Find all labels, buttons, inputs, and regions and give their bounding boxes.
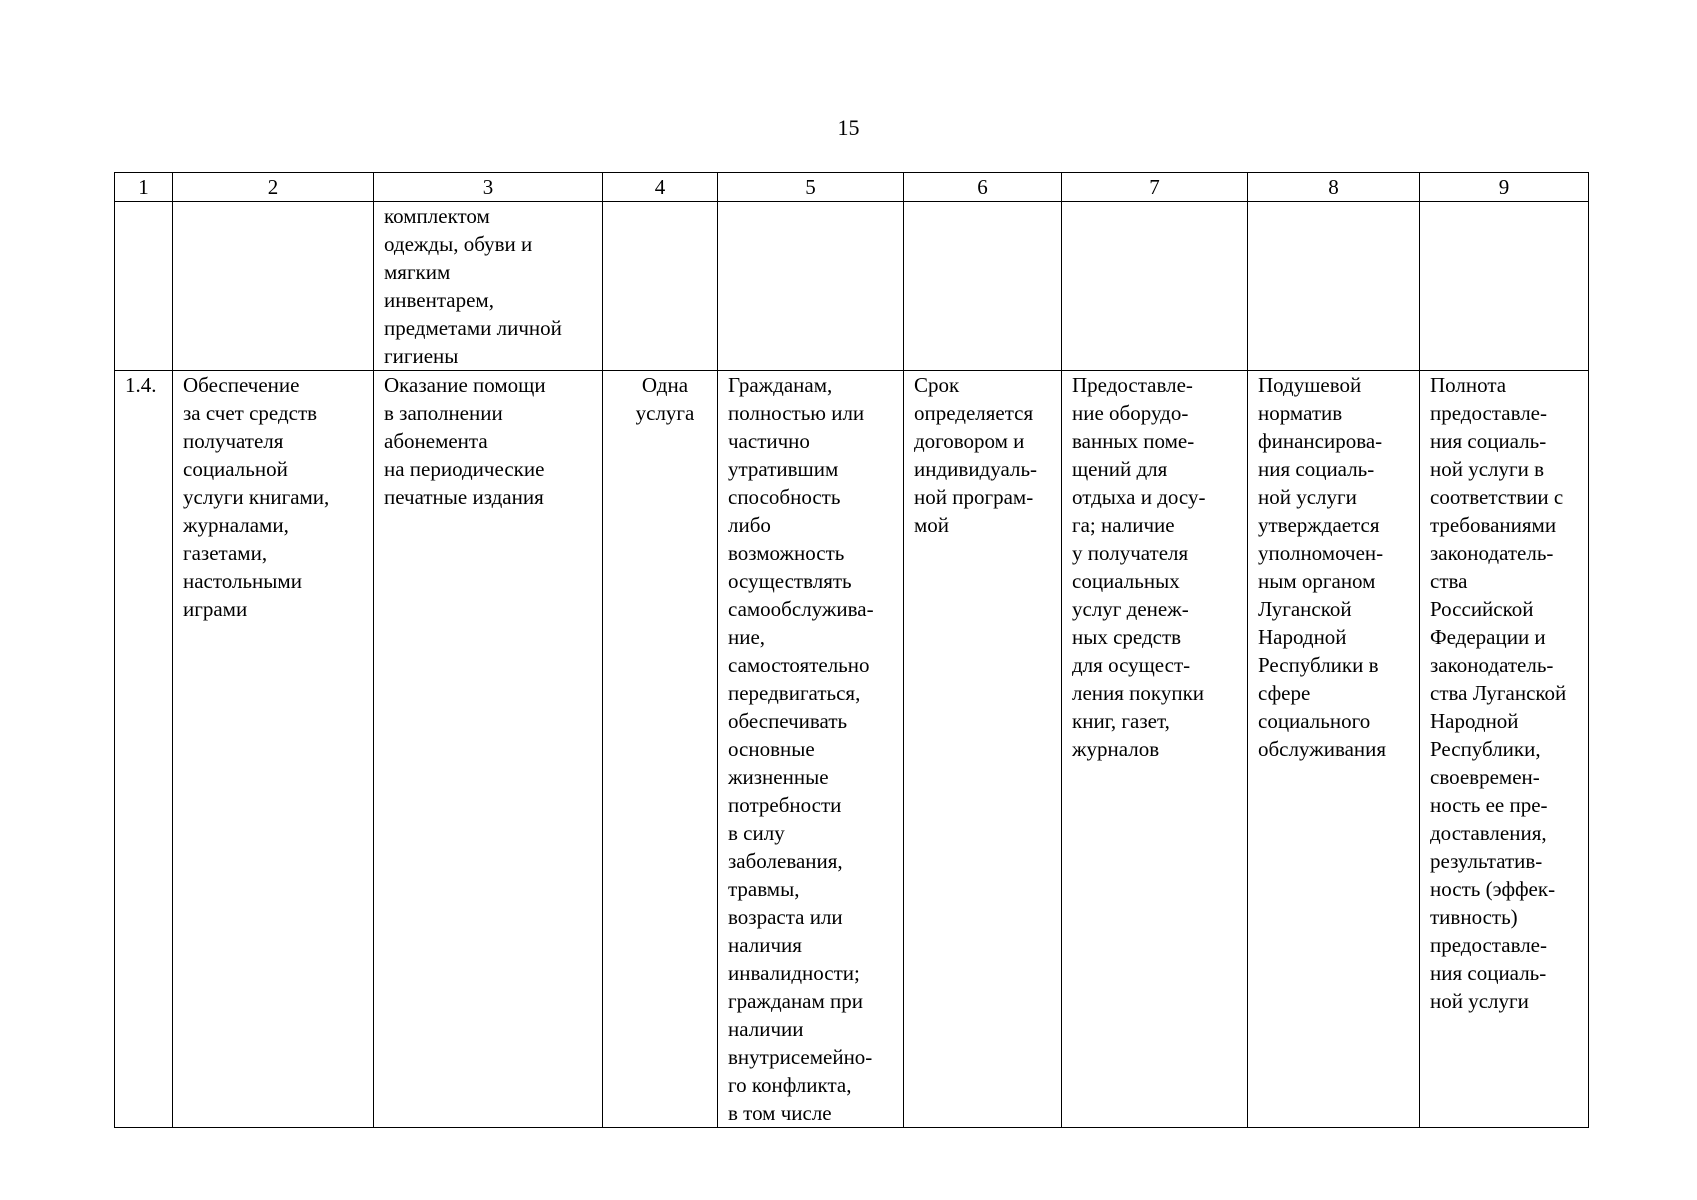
cell-quality: Полнота предоставле- ния социаль- ной услуги в соответствии с требованиями законодатель- ства Российской Федерации и законодатель- ства Луганской Народной Республики, своевремен- ность ее пре- доставления, результатив- ность (эффек- тивность) предоставле- ния социаль- ной услуги bbox=[1420, 371, 1589, 1128]
cell-conditions bbox=[1062, 202, 1248, 371]
column-header-2: 2 bbox=[173, 173, 374, 202]
cell-volume: Одна услуга bbox=[603, 371, 718, 1128]
cell-service-name bbox=[173, 202, 374, 371]
column-header-1: 1 bbox=[115, 173, 173, 202]
column-header-6: 6 bbox=[904, 173, 1062, 202]
column-header-7: 7 bbox=[1062, 173, 1248, 202]
cell-financing: Подушевой норматив финансирова- ния социаль- ной услуги утверждается уполномочен- ным органом Луганской Народной Республики в сфере социального обслуживания bbox=[1248, 371, 1420, 1128]
header-row bbox=[115, 173, 1589, 202]
services-table bbox=[114, 172, 1589, 1128]
cell-financing bbox=[1248, 202, 1420, 371]
column-header-8: 8 bbox=[1248, 173, 1420, 202]
column-header-3: 3 bbox=[374, 173, 603, 202]
column-header-9: 9 bbox=[1420, 173, 1589, 202]
table-row-continuation bbox=[115, 202, 1589, 371]
cell-service-content: Оказание помощи в заполнении абонемента на периодические печатные издания bbox=[374, 371, 603, 1128]
cell-service-content: комплектом одежды, обуви и мягким инвентарем, предметами личной гигиены bbox=[374, 202, 603, 371]
cell-recipients bbox=[718, 202, 904, 371]
cell-conditions: Предоставле- ние оборудо- ванных поме- щений для отдыха и досу- га; наличие у получателя социальных услуг денеж- ных средств для осущест- ления покупки книг, газет, журналов bbox=[1062, 371, 1248, 1128]
cell-number bbox=[115, 202, 173, 371]
cell-volume bbox=[603, 202, 718, 371]
page-number: 15 bbox=[837, 115, 860, 140]
cell-service-name: Обеспечение за счет средств получателя социальной услуги книгами, журналами, газетами, настольными играми bbox=[173, 371, 374, 1128]
column-header-4: 4 bbox=[603, 173, 718, 202]
column-header-5: 5 bbox=[718, 173, 904, 202]
cell-term: Срок определяется договором и индивидуаль- ной програм- мой bbox=[904, 371, 1062, 1128]
cell-recipients: Гражданам, полностью или частично утратившим способность либо возможность осуществлять самообслужива- ние, самостоятельно передвигаться, обеспечивать основные жизненные потребности в силу заболевания, травмы, возраста или наличия инвалидности; гражданам при наличии внутрисемейно- го конфликта, в том числе bbox=[718, 371, 904, 1128]
cell-term bbox=[904, 202, 1062, 371]
cell-quality bbox=[1420, 202, 1589, 371]
cell-number: 1.4. bbox=[115, 371, 173, 1128]
table-row-1-4 bbox=[115, 371, 1589, 1128]
